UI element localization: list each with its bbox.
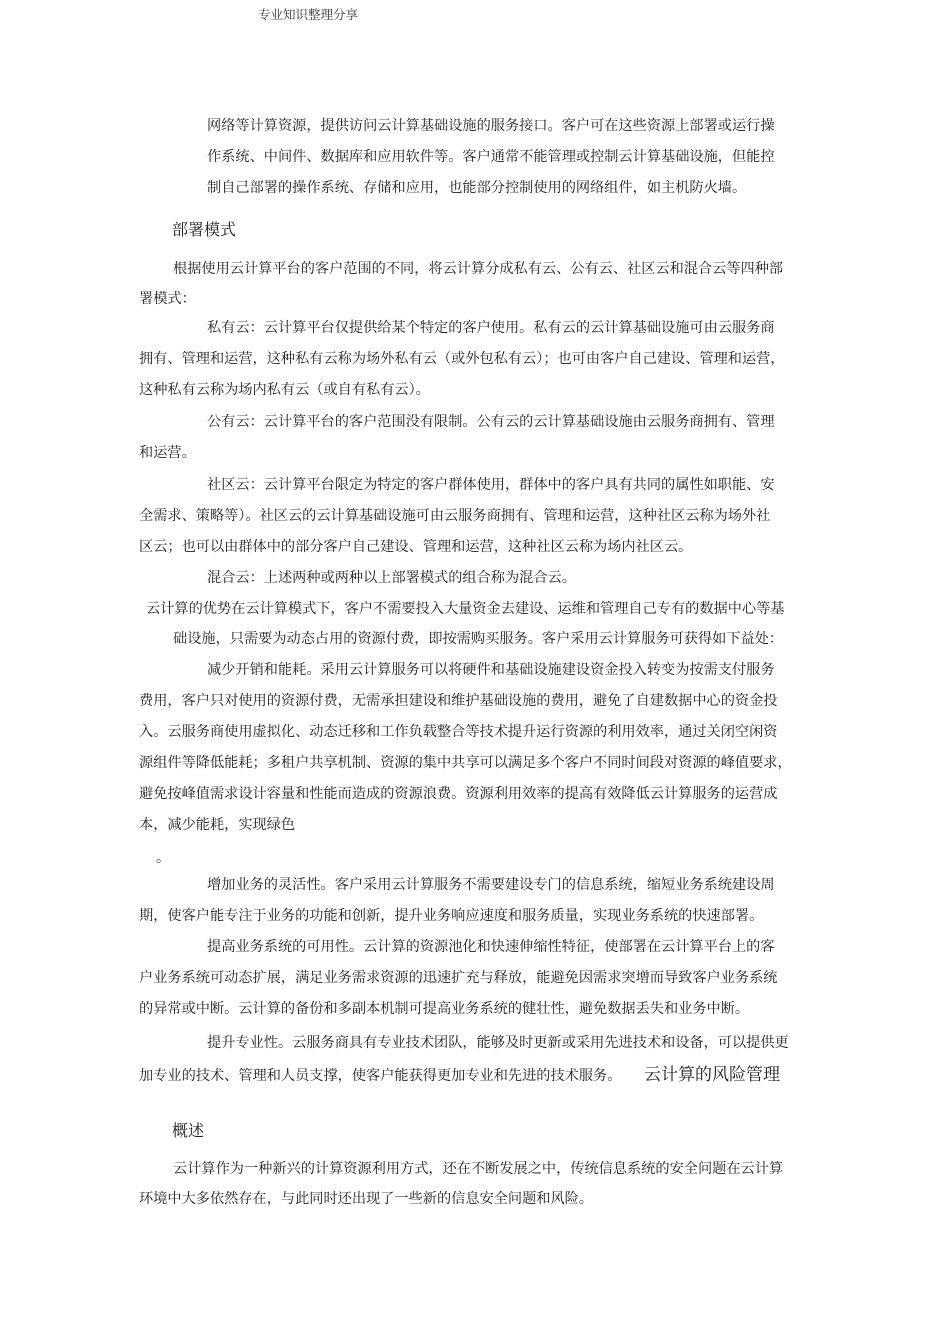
text-line: 提升专业性。云服务商具有专业技术团队，能够及时更新或采用先进技术和设备，可以提供更 (207, 1035, 789, 1051)
section-heading: 云计算的风险管理 (644, 1065, 780, 1085)
text-line: 公有云：云计算平台的客户范围没有限制。公有云的云计算基础设施由云服务商拥有、管理 (207, 414, 775, 430)
section-heading: 概述 (172, 1121, 205, 1140)
text-line: 。 (156, 850, 171, 866)
text-line: 期，使客户能专注于业务的功能和创新，提升业务响应速度和服务质量，实现业务系统的快速部署。 (139, 908, 764, 924)
text-line: 源组件等降低能耗；多租户共享机制、资源的集中共享可以满足多个客户不同时间段对资源的峰值要求， (139, 755, 792, 771)
text-line: 础设施，只需要为动态占用的资源付费，即按需购买服务。客户采用云计算服务可获得如下益处： (173, 631, 784, 647)
text-line: 增加业务的灵活性。客户采用云计算服务不需要建设专门的信息系统，缩短业务系统建设周 (207, 877, 775, 893)
text-line: 减少开销和能耗。采用云计算服务可以将硬件和基础设施建设资金投入转变为按需支付服务 (207, 662, 775, 678)
text-line: 本，减少能耗，实现绿色 (139, 817, 296, 833)
text-line: 署模式： (139, 291, 196, 307)
text-line: 避免按峰值需求设计容量和性能而造成的资源浪费。资源利用效率的提高有效降低云计算服务的运营成 (139, 786, 778, 802)
text-line: 拥有、管理和运营，这种私有云称为场外私有云（或外包私有云）；也可由客户自己建设、管理和运营， (139, 351, 785, 367)
text-line: 户业务系统可动态扩展，满足业务需求资源的迅速扩充与释放，能避免因需求突增而导致客户业务系统 (139, 970, 778, 986)
text-line: 云计算的优势在云计算模式下，客户不需要投入大量资金去建设、运维和管理自己专有的数据中心等基 (146, 601, 785, 617)
text-line: 提高业务系统的可用性。云计算的资源池化和快速伸缩性特征，使部署在云计算平台上的客 (207, 939, 775, 955)
text-line: 入。云服务商使用虚拟化、动态迁移和工作负载整合等技术提升运行资源的利用效率，通过关闭空闲资 (139, 724, 778, 740)
text-line: 根据使用云计算平台的客户范围的不同，将云计算分成私有云、公有云、社区云和混合云等四种部 (173, 261, 784, 277)
text-line: 社区云：云计算平台限定为特定的客户群体使用，群体中的客户具有共同的属性如职能、安 (207, 477, 775, 493)
text-line: 制自己部署的操作系统、存储和应用，也能部分控制使用的网络组件，如主机防火墙。 (207, 180, 747, 196)
page-header: 专业知识整理分享 (258, 7, 359, 22)
text-line: 的异常或中断。云计算的备份和多副本机制可提高业务系统的健壮性，避免数据丢失和业务中断。 (139, 1001, 750, 1017)
text-line: 私有云：云计算平台仅提供给某个特定的客户使用。私有云的云计算基础设施可由云服务商 (207, 320, 775, 336)
text-line: 网络等计算资源，提供访问云计算基础设施的服务接口。客户可在这些资源上部署或运行操 (207, 118, 775, 134)
text-line: 和运营。 (139, 445, 196, 461)
text-line: 区云；也可以由群体中的部分客户自己建设、管理和运营，这种社区云称为场内社区云。 (139, 539, 693, 555)
text-line: 费用，客户只对使用的资源付费，无需承担建设和维护基础设施的费用，避免了自建数据中心的资金投 (139, 693, 778, 709)
text-line: 云计算作为一种新兴的计算资源利用方式，还在不断发展之中，传统信息系统的安全问题在云计算 (173, 1161, 784, 1177)
text-line: 环境中大多依然存在，与此同时还出现了一些新的信息安全问题和风险。 (139, 1191, 594, 1207)
text-line: 这种私有云称为场内私有云（或自有私有云）。 (139, 382, 430, 398)
text-line: 作系统、中间件、数据库和应用软件等。客户通常不能管理或控制云计算基础设施，但能控 (207, 149, 775, 165)
text-line: 全需求、策略等）。社区云的云计算基础设施可由云服务商拥有、管理和运营，这种社区云称为场外社 (139, 508, 771, 524)
text-line: 加专业的技术、管理和人员支撑，使客户能获得更加专业和先进的技术服务。 (139, 1068, 622, 1084)
section-heading: 部署模式 (172, 220, 237, 239)
text-line: 混合云：上述两种或两种以上部署模式的组合称为混合云。 (207, 570, 576, 586)
